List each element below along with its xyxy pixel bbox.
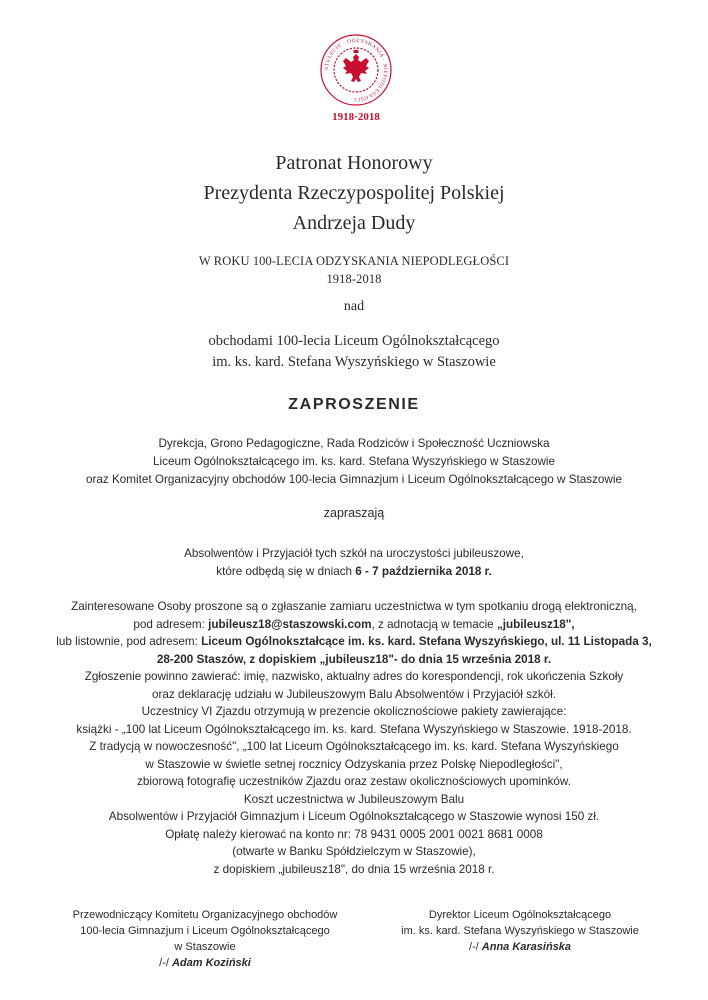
event-dates: 6 - 7 października 2018 r. xyxy=(355,565,492,578)
anniversary-line-1: W ROKU 100-LECIA ODZYSKANIA NIEPODLEGŁOŚCI xyxy=(198,254,510,268)
guests-paragraph xyxy=(0,545,708,581)
honorary-patronage-header xyxy=(0,148,708,238)
header-line-2: Prezydenta Rzeczypospolitej Polskiej xyxy=(203,182,505,204)
eagle-icon xyxy=(343,50,369,82)
registration-details xyxy=(0,598,708,878)
celebration-title xyxy=(0,331,708,373)
anniversary-line xyxy=(0,252,708,288)
guests-line-2: które odbędą się w dniach 6 - 7 października 2018 r. xyxy=(216,565,492,578)
registration-line-2: pod adresem: jubileusz18@staszowski.com, z adnotacją w temacie „jubileusz18", xyxy=(133,617,575,631)
hosts-line-3: oraz Komitet Organizacyjny obchodów 100-lecia Gimnazjum i Liceum Ogólnokształcącego w Staszowie xyxy=(86,473,622,486)
emblem-ring-text: STULECIE · ODZYSKANIA · NIEPODLEGŁOŚCI xyxy=(323,37,389,103)
header-line-1: Patronat Honorowy xyxy=(275,152,433,174)
hosts-paragraph xyxy=(0,435,708,489)
invitation-title: ZAPROSZENIE xyxy=(288,396,420,413)
postal-address: Liceum Ogólnokształcące im. ks. kard. Stefana Wyszyńskiego, ul. 11 Listopada 3, xyxy=(201,635,652,648)
hosts-line-1: Dyrekcja, Grono Pedagogiczne, Rada Rodziców i Społeczność Uczniowska xyxy=(158,437,550,450)
registration-line-14: Opłatę należy kierować na konto nr: 78 9431 0005 2001 0021 8681 0008 xyxy=(165,827,543,841)
centenary-emblem-logo xyxy=(310,32,402,126)
registration-line-13: Absolwentów i Przyjaciół Gimnazjum i Liceum Ogólnokształcącego w Staszowie wynosi 150 zł. xyxy=(108,810,600,823)
registration-line-16: z dopiskiem „jubileusz18", do dnia 15 września 2018 r. xyxy=(213,862,495,876)
registration-line-1: Zainteresowane Osoby proszone są o zgłaszanie zamiaru uczestnictwa w tym spotkaniu drogą elektroniczną, xyxy=(71,600,637,613)
signature-committee-chair: Przewodniczący Komitetu Organizacyjnego obchodów 100-lecia Gimnazjum i Liceum Ogólnokształcącego w Staszowie /-/ Adam Koziński xyxy=(72,909,338,969)
registration-line-10: w Staszowie w świetle setnej rocznicy Odzyskania przez Polskę Niepodległości", xyxy=(145,757,563,771)
email-subject: „jubileusz18", xyxy=(496,617,575,631)
emblem-years: 1918·2018 xyxy=(332,111,380,123)
signature-director: Dyrektor Liceum Ogólnokształcącego im. ks. kard. Stefana Wyszyńskiego w Staszowie /-/ Anna Karasińska xyxy=(401,909,639,953)
registration-line-5: Zgłoszenie powinno zawierać: imię, nazwisko, aktualny adres do korespondencji, rok ukończenia Szkoły xyxy=(84,670,624,683)
hosts-line-2: Liceum Ogólnokształcącego im. ks. kard. Stefana Wyszyńskiego w Staszowie xyxy=(153,455,555,468)
guests-line-1: Absolwentów i Przyjaciół tych szkół na uroczystości jubileuszowe, xyxy=(184,547,524,560)
signatory-name: Adam Koziński xyxy=(171,957,251,969)
header-line-3: Andrzeja Dudy xyxy=(292,212,416,234)
contact-email: jubileusz18@staszowski.com xyxy=(208,617,372,631)
registration-line-11: zbiorową fotografię uczestników Zjazdu oraz zestaw okolicznościowych upominków. xyxy=(137,775,571,788)
registration-line-4: 28-200 Staszów, z dopiskiem „jubileusz18"- do dnia 15 września 2018 r. xyxy=(156,652,552,666)
over-word: nad xyxy=(343,299,365,314)
celebration-line-2: im. ks. kard. Stefana Wyszyńskiego w Staszowie xyxy=(212,354,496,370)
registration-line-7: Uczestnicy VI Zjazdu otrzymują w prezencie okolicznościowe pakiety zawierające: xyxy=(141,705,567,718)
registration-line-8: książki - „100 lat Liceum Ogólnokształcącego im. ks. kard. Stefana Wyszyńskiego w Staszowie. 1918-2018. xyxy=(76,722,632,736)
registration-line-9: Z tradycją w nowoczesność", „100 lat Liceum Ogólnokształcącego im. ks. kard. Stefana Wyszyńskiego xyxy=(89,740,619,753)
registration-line-3: lub listownie, pod adresem: Liceum Ogólnokształcące im. ks. kard. Stefana Wyszyńskiego, ul. 11 Listopada 3, xyxy=(56,635,652,648)
celebration-line-1: obchodami 100-lecia Liceum Ogólnokształcącego xyxy=(208,333,500,349)
registration-line-6: oraz deklarację udziału w Jubileuszowym Balu Absolwentów i Przyjaciół szkół. xyxy=(151,687,557,701)
registration-line-15: (otwarte w Banku Spółdzielczym w Staszowie), xyxy=(232,845,476,858)
invite-verb: zapraszają xyxy=(323,506,385,520)
registration-line-12: Koszt uczestnictwa w Jubileuszowym Balu xyxy=(243,792,465,806)
signatory-name: Anna Karasińska xyxy=(481,941,572,953)
anniversary-line-2: 1918-2018 xyxy=(326,272,382,286)
